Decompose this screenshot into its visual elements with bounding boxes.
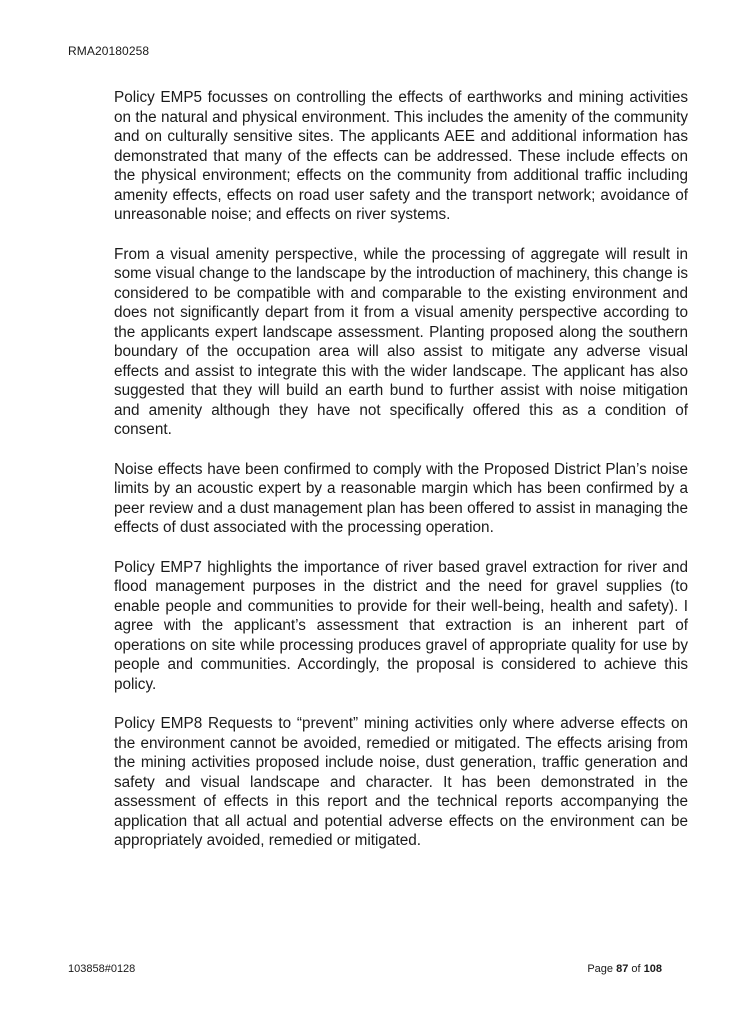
paragraph-visual-amenity: From a visual amenity perspective, while the processing of aggregate will result in some visual change to the landscape by the introduction of machinery, this change is considered to be compatible with and comparable to the existing environment and does not significantly depart from it from a visual amenity perspective according to the applicants expert landscape assessment. Planting proposed along the southern boundary of the occupation area will also assist to mitigate any adverse visual effects and assist to integrate this with the wider landscape. The applicant has also suggested that they will build an earth bund to further assist with noise mitigation and amenity although they have not specifically offered this as a condition of consent. [114, 245, 688, 438]
page-of: of [631, 963, 641, 975]
document-body [114, 88, 688, 871]
paragraph-noise-effects: Noise effects have been confirmed to comply with the Proposed District Plan’s noise limits by an acoustic expert by a reasonable margin which has been confirmed by a peer review and a dust management plan has been offered to assist in managing the effects of dust associated with the processing operation. [114, 460, 688, 536]
paragraph-policy-emp7: Policy EMP7 highlights the importance of river based gravel extraction for river and flood management purposes in the district and the need for gravel supplies (to enable people and communities to provide for their well-being, health and safety). I agree with the applicant’s assessment that extraction is an inherent part of operations on site while processing produces gravel of appropriate quality for use by people and communities. Accordingly, the proposal is considered to achieve this policy. [114, 558, 688, 693]
footer-page-number [587, 963, 662, 975]
paragraph-policy-emp5: Policy EMP5 focusses on controlling the effects of earthworks and mining activities on the natural and physical environment. This includes the amenity of the community and on culturally sensitive sites. The applicants AEE and additional information has demonstrated that many of the effects can be addressed. These include effects on the physical environment; effects on the community from additional traffic including amenity effects, effects on road user safety and the transport network; avoidance of unreasonable noise; and effects on river systems. [114, 89, 688, 223]
page-prefix: Page [587, 963, 614, 975]
page-current: 87 [616, 963, 629, 975]
paragraph-policy-emp8: Policy EMP8 Requests to “prevent” mining activities only where adverse effects on the environment cannot be avoided, remedied or mitigated. The effects arising from the mining activities proposed include noise, dust generation, traffic generation and safety and visual landscape and character. It has been demonstrated in the assessment of effects in this report and the technical reports accompanying the application that all actual and potential adverse effects on the environment can be appropriately avoided, remedied or mitigated. [114, 715, 688, 849]
footer-doc-id: 103858#0128 [68, 963, 136, 975]
document-reference: RMA20180258 [68, 44, 150, 58]
page-total: 108 [643, 963, 662, 975]
